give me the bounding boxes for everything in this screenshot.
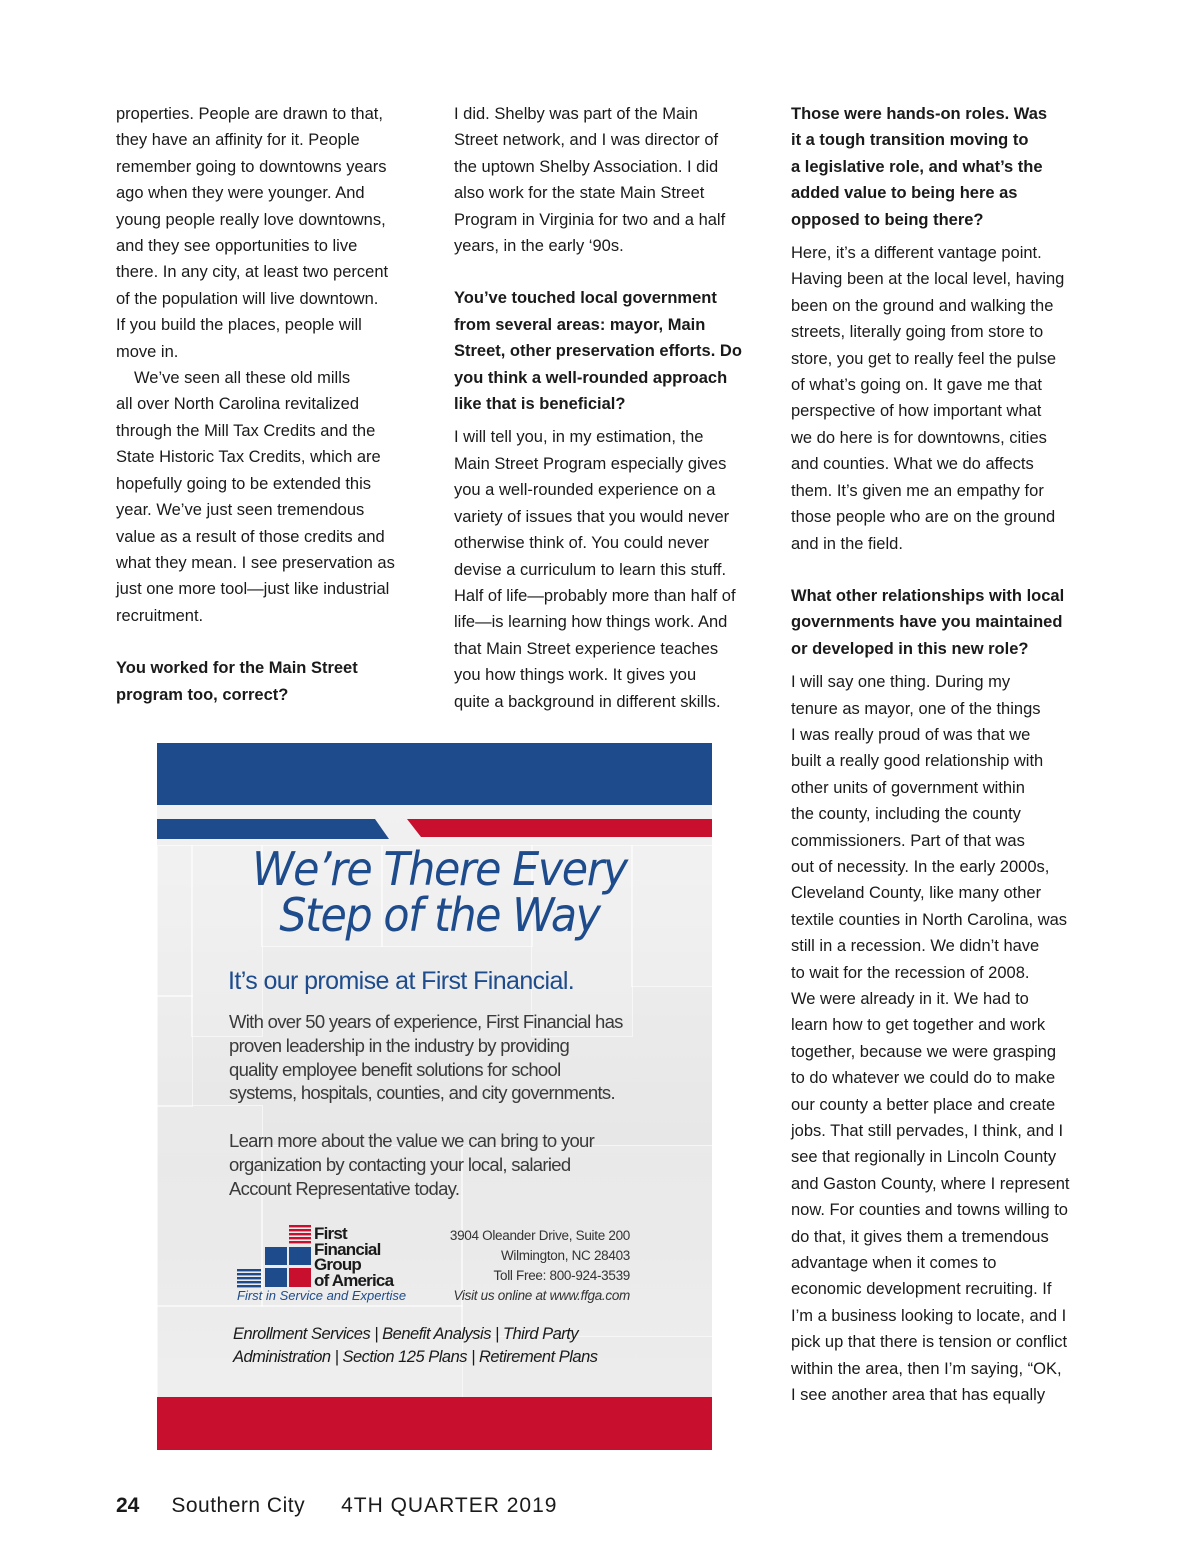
text-line: ago when they were younger. And [116,184,365,203]
text-line: If you build the places, people will [116,316,362,335]
text-line: properties. People are drawn to that, [116,105,383,123]
text-line: I did. Shelby was part of the Main [454,105,698,123]
answer-paragraph [116,365,426,629]
ad-stripe-graphic [157,805,712,845]
text-line: that Main Street experience teaches [454,639,719,658]
text-line: and they see opportunities to live [116,237,358,256]
text-line: within the area, then I’m saying, “OK, [791,1359,1062,1378]
answer-paragraph [454,101,764,259]
text-line: streets, literally going from store to [791,323,1044,342]
text-line: Half of life—probably more than half of [454,586,736,605]
first-financial-ad [157,743,712,1450]
interview-question [791,101,1101,233]
text-line: they have an affinity for it. People [116,131,360,150]
text-line: Having been at the local level, having [791,270,1065,289]
text-line: also work for the state Main Street [454,184,705,203]
text-line: still in a recession. We didn’t have [791,937,1040,956]
text-line: quite a background in different skills. [454,692,721,711]
text-line: through the Mill Tax Credits and the [116,421,376,440]
text-line: governments have you maintained [791,613,1063,632]
text-line: jobs. That still pervades, I think, and I [791,1122,1064,1141]
text-line: there. In any city, at least two percent [116,263,389,282]
text-line: of the population will live downtown. [116,289,379,308]
ffga-tagline: First in Service and Expertise [237,1288,407,1303]
text-line: tenure as mayor, one of the things [791,699,1041,718]
text-line: young people really love downtowns, [116,210,386,229]
text-line: been on the ground and walking the [791,296,1054,315]
text-line: pick up that there is tension or conflict [791,1333,1068,1352]
text-line: opposed to being there? [791,210,984,229]
text-line: I was really proud of was that we [791,725,1031,744]
text-line: other units of government within [791,778,1025,797]
text-line: economic development recruiting. If [791,1280,1052,1299]
page-footer [116,1494,557,1518]
page-number: 24 [116,1494,140,1517]
text-line: just one more tool—just like industrial [116,580,390,599]
text-line: textile counties in North Carolina, was [791,910,1068,929]
text-line: those people who are on the ground [791,508,1056,527]
text-line: together, because we were grasping [791,1042,1057,1061]
text-line: from several areas: mayor, Main [454,315,706,334]
text-line: of what’s going on. It gave me that [791,376,1043,395]
text-line: advantage when it comes to [791,1254,997,1273]
text-line: Program in Virginia for two and a half [454,210,726,229]
text-line: store, you get to really feel the pulse [791,349,1057,368]
answer-paragraph [791,240,1101,557]
ad-headline: We’re There Every Step of the Way [252,842,627,942]
text-line: You worked for the Main Street [116,659,358,678]
text-line: State Historic Tax Credits, which are [116,448,381,467]
text-line: to do whatever we could do to make [791,1069,1056,1088]
text-line: Street, other preservation efforts. Do [454,342,742,361]
text-line: built a really good relationship with [791,752,1044,771]
ad-top-band [157,743,712,805]
interview-question [116,655,426,708]
text-line: it a tough transition moving to [791,131,1029,150]
text-line: you a well-rounded experience on a [454,481,716,500]
text-line: Those were hands-on roles. Was [791,105,1048,123]
text-line: year. We’ve just seen tremendous [116,501,365,520]
text-line: otherwise think of. You could never [454,534,710,553]
address-line: 3904 Oleander Drive, Suite 200 [449,1228,630,1243]
text-line: I see another area that has equally [791,1386,1046,1405]
text-line: you how things work. It gives you [454,666,697,685]
interview-question [454,285,764,417]
ffga-logo-wordmark: First Financial Group of America [314,1224,394,1290]
text-line: now. For counties and towns willing to [791,1201,1068,1220]
text-line: like that is beneficial? [454,395,626,414]
website-link[interactable]: Visit us online at www.ffga.com [453,1288,630,1303]
text-line: you think a well-rounded approach [454,368,728,387]
text-line: What other relationships with local [791,586,1065,605]
text-line: all over North Carolina revitalized [116,395,360,414]
article-column-2 [454,101,764,715]
text-line: and in the field. [791,534,903,553]
text-line: out of necessity. In the early 2000s, [791,857,1050,876]
text-line: our county a better place and create [791,1095,1056,1114]
text-line: them. It’s given me an empathy for [791,481,1044,500]
text-line: recruitment. [116,606,204,625]
text-line: and Gaston County, where I represent [791,1174,1070,1193]
phone-line: Toll Free: 800-924-3539 [493,1268,630,1283]
ad-bottom-band [157,1397,712,1450]
issue-label: 4TH QUARTER 2019 [341,1494,558,1517]
ad-body-text: Learn more about the value we can bring to your organization by contacting your local, salaried Account Representative today. [229,1130,595,1199]
text-line: do that, it gives them a tremendous [791,1227,1049,1246]
text-line: we do here is for downtowns, cities [791,428,1047,447]
interview-question [791,583,1101,662]
text-line: variety of issues that you would never [454,507,730,526]
text-line: I will tell you, in my estimation, the [454,428,704,447]
text-line: Main Street Program especially gives [454,454,727,473]
ad-body-text: With over 50 years of experience, First Financial has proven leadership in the industry by providing quality employee benefit solutions for school systems, hospitals, counties, and city governments. [229,1011,623,1104]
text-line: the county, including the county [791,805,1021,824]
text-line: Here, it’s a different vantage point. [791,244,1042,263]
text-line: life—is learning how things work. And [454,613,728,632]
text-line: I will say one thing. During my [791,673,1011,692]
text-line: move in. [116,342,179,361]
text-line: program too, correct? [116,685,289,704]
text-line: added value to being here as [791,184,1018,203]
ad-services-list: Enrollment Services | Benefit Analysis | Third Party Administration | Section 125 Plans | Retirement Plans [233,1325,598,1366]
text-line: to wait for the recession of 2008. [791,963,1030,982]
text-line: learn how to get together and work [791,1016,1046,1035]
magazine-title: Southern City [171,1494,306,1517]
article-column-3 [791,101,1101,1409]
text-line: see that regionally in Lincoln County [791,1148,1057,1167]
text-line: remember going to downtowns years [116,157,387,176]
text-line: Street network, and I was director of [454,131,719,150]
text-line: value as a result of those credits and [116,527,385,546]
text-line: or developed in this new role? [791,639,1029,658]
text-line: hopefully going to be extended this [116,474,372,493]
address-line: Wilmington, NC 28403 [500,1248,630,1263]
text-line: commissioners. Part of that was [791,831,1025,850]
ad-contact-block [450,1226,630,1306]
answer-paragraph [791,669,1101,1408]
text-line: Cleveland County, like many other [791,884,1042,903]
ad-subheadline: It’s our promise at First Financial. [228,967,575,995]
text-line: We were already in it. We had to [791,990,1029,1008]
text-line: and counties. What we do affects [791,455,1034,474]
answer-paragraph [116,101,426,365]
text-line: a legislative role, and what’s the [791,157,1043,176]
text-line: what they mean. I see preservation as [116,553,395,572]
text-line: You’ve touched local government [454,289,717,308]
text-line: years, in the early ‘90s. [454,237,624,256]
text-line: perspective of how important what [791,402,1042,421]
text-line: I’m a business looking to locate, and I [791,1306,1067,1325]
text-line: devise a curriculum to learn this stuff. [454,560,727,579]
text-line: We’ve seen all these old mills [134,369,351,388]
article-column-1 [116,101,426,708]
text-line: the uptown Shelby Association. I did [454,157,719,176]
answer-paragraph [454,424,764,714]
